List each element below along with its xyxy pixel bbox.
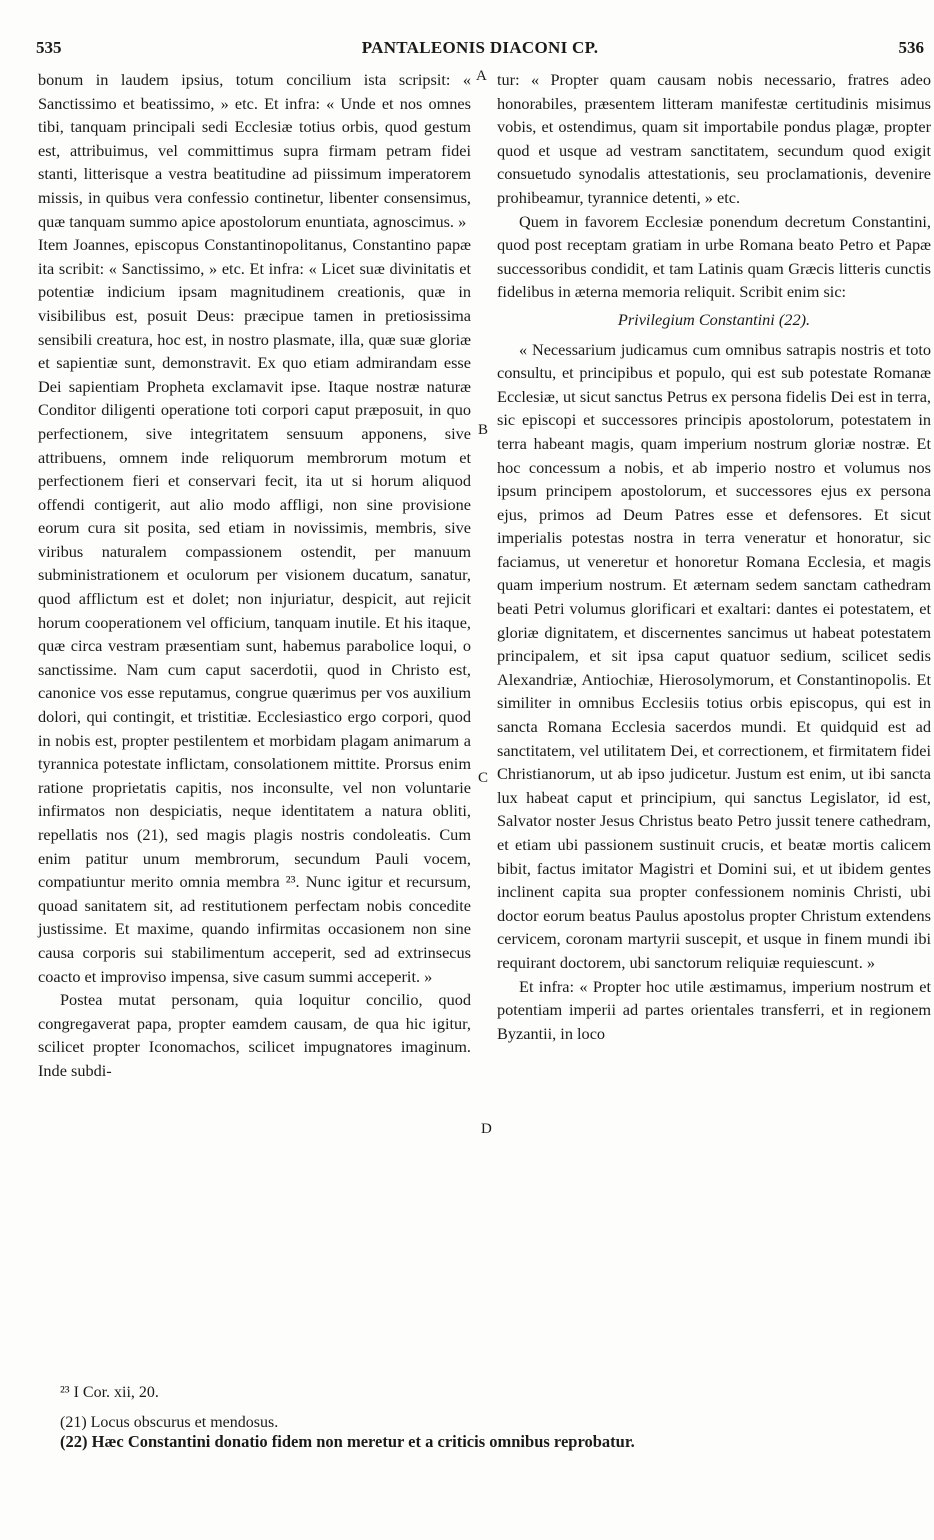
right-column-paragraph: tur: « Propter quam causam nobis necessario, fratres adeo honorabiles, præsentem litteram manifestæ certitudinis misimus vobis, et ostendimus, quam sit importabile pondus plagæ, propter quod et usque ad vestram sanctitatem, secundum quod exigit consuetudo synodalis attestationis, seu proclamationis, devenire prohibeamur, tyrannice detenti, » etc. xyxy=(497,70,931,207)
left-text-column xyxy=(38,68,471,1083)
margin-mark-a: A xyxy=(476,68,487,84)
right-column-paragraph: Quem in favorem Ecclesiæ ponendum decretum Constantini, quod post receptam gratiam in urbe Romana beato Petro et Papæ successoribus condidit, et tam Latinis quam Græcis litteris cunctis fidelibus in æterna memoria reliquit. Scribit enim sic: xyxy=(497,211,931,302)
right-text-column xyxy=(497,68,931,1045)
right-column-paragraph: Et infra: « Propter hoc utile æstimamus, imperium nostrum et potentiam imperii ad partes orientales transferri, et in regionem Byzantii, in loco xyxy=(497,976,931,1043)
footnote-21-text: (21) Locus obscurus et mendosus. xyxy=(60,1414,279,1431)
page-number-right: 536 xyxy=(898,38,924,57)
right-column-paragraph: Privilegium Constantini (22). xyxy=(617,309,811,329)
page-header xyxy=(36,38,924,60)
margin-mark-b: B xyxy=(478,422,489,438)
right-column-paragraph: « Necessarium judicamus cum omnibus satrapis nostris et toto consultu, et principibus et populo, qui est sub potestate Romanæ Ecclesiæ, ut sicut sanctus Petrus ex persona fidelis Dei est in terra, sic episcopi et successores principis apostolorum, potestatem in terra habeant magis, quam imperium nostrum gloriæ nostræ. Et hoc concessum a nobis, et ab imperio nostro et volumus nos ipsum principem apostolorum, et successores ejus ex persona ejus, primos ad Deum Patres esse et defensores. Et sicut imperialis potestas nostra in terra veneratur et honoratur, sic faciamus, ut veneretur et honoretur Romana Ecclesia, et magis quam imperium nostrum. Et æternam sedem sanctam cathedram beati Petri volumus glorificari et exaltari: dantes ei potestatem, et gloriæ dignitatem, et discernentes sancimus ut habeat potestatem principalem, et sit ipsa caput quatuor sedium, scilicet sedis Alexandriæ, Antiochiæ, Hierosolymorum, et Constantinopolis. Et similiter in omnibus Ecclesiis totius orbis episcopus, qui est in sancta Romana Ecclesia sacerdos mundi. Et quidquid est ad sanctitatem, vel utilitatem Dei, et correctionem, et firmitatem fidei Christianorum, ut ab ipso judicetur. Justum est enim, ut ibi sancta lux habeat caput et principium, qui sanctus Legislator, id est, Salvator noster Jesus Christus beato Petro jussit tenere cathedram, et etiam ubi passionem sustinuit crucis, et beatæ mortis calicem bibit, factus imitator Magistri et Domini sui, et ut ibidem gentes inclinent capita sua propter confessionem nominis Christi, ubi doctor eorum beatus Paulus apostolus propter Christum extendens cervicem, coronam martyrii suscepit, et usque in finem mundi ibi requirant doctorem, ubi sanctorum reliquiæ requiescunt. » xyxy=(497,339,931,972)
left-column-paragraph: bonum in laudem ipsius, totum concilium ista scripsit: « Sanctissimo et beatissimo, » etc. Et infra: « Unde et nos omnes tibi, tanquam principali sedi Ecclesiæ totius orbis, quod gestum est, attribuimus, vel committimus supra firmam petram fidei stanti, litterisque a vestra beatitudine ad piissimum imperatorem missis, in quibus vera confessio continetur, libenter consensimus, quæ tanquam summo apice apostolorum enuntiata, agnoscimus. » xyxy=(38,70,471,231)
running-title: PANTALEONIS DIACONI CP. xyxy=(361,38,599,57)
margin-mark-d: D xyxy=(481,1121,492,1137)
margin-mark-c: C xyxy=(478,770,489,786)
left-column-paragraph: Postea mutat personam, quia loquitur concilio, quod congregaverat papa, propter eamdem causam, de qua hic igitur, scilicet propter Iconomachos, scilicet impugnatores imaginum. Inde subdi- xyxy=(38,990,471,1080)
page-number-left: 535 xyxy=(36,38,62,57)
left-column-paragraph: Item Joannes, episcopus Constantinopolitanus, Constantino papæ ita scribit: « Sanctissimo, » etc. Et infra: « Licet suæ divinitatis et potentiæ indicium ipsam magnitudinem creationis, quæ in visibilibus est, posuit Deus: præcipue tamen in pretiosissima sensibili creatura, hoc est, in nostro plasmate, illa, quæ suæ gloriæ et sapientiæ sunt, demonstravit. Ex quo etiam admirandam esse Dei sapientiam Propheta exclamavit ipse. Itaque nostræ naturæ Conditor diligenti operatione toti corpori caput præposuit, in quo perfectionem, sive integritatem sensuum apponens, sive attribuens, omnem inde reliquorum membrorum motum et perfectionem fieri et conservari fecit, ita ut si horum aliquod offendi contigerit, aut alio modo affligi, non sine provisione eorum cura sit posita, sed etiam in novissimis, membris, sive viribus naturalem compassionem ostendit, per manuum subministrationem et oculorum per visionem ducatum, sanatur, quod afflictum est et dolet; non injuriatur, despicit, aut rejicit horum cooperationem vel officium, tanquam inutile. Et his itaque, quæ circa vestram præsentiam sunt, habemus parabolice loqui, o sanctissime. Nam cum caput sacerdotii, quod in Christo est, canonice vos esse reputamus, congrue quærimus per vos auxilium dolori, qui contingit, et tristitiæ. Ecclesiastico ergo corpori, quod in nobis est, propter pestilentem et morbidam plagam animarum a tyrannica potestate inflictam, consolationem mittite. Prorsus enim ratione proprietatis capitis, nos inconsulte, vel non voluntarie infirmatos non despiciatis, neque identitatem a natura obliti, repellatis nos (21), sed magis plagis nostris condoleatis. Cum enim patitur unum membrorum, secundum Pauli vocem, compatiuntur merito omnia membra ²³. Nunc igitur et recursum, quoad sanitatem sit, ad restitutionem perfectam nobis concedite justissime. Et maxime, quando infirmitas occasionem non sine causa corporis sui stabilimentum acceperit, sed ad extrinsecus coacto et improviso impensa, sive casum summi acceperit. » xyxy=(38,235,471,986)
footnote-23-text: ²³ I Cor. xii, 20. xyxy=(60,1384,159,1401)
footnote-22-text: (22) Hæc Constantini donatio fidem non meretur et a criticis omnibus reprobatur. xyxy=(60,1432,635,1451)
